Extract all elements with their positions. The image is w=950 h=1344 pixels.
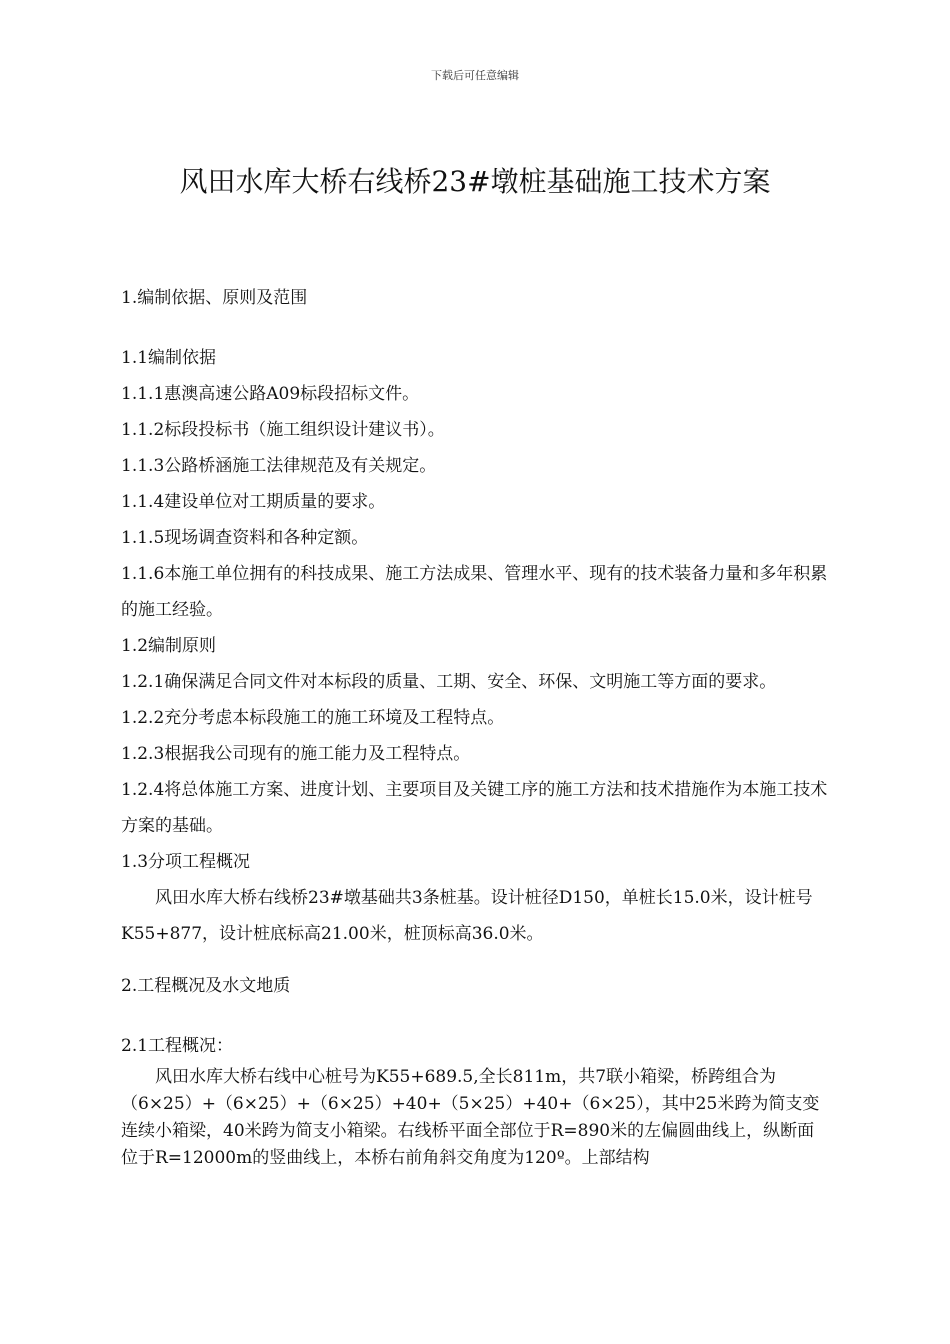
document-title: 风田水库大桥右线桥23#墩桩基础施工技术方案 bbox=[179, 165, 771, 198]
paragraph-2-1-body: 风田水库大桥右线中心桩号为K55+689.5,全长811m，共7联小箱梁，桥跨组合为（6×25）+（6×25）+（6×25）+40+（5×25）+40+（6×25），其中25米跨为简支变连续小箱梁，40米跨为简支小箱梁。右线桥平面全部位于R=890米的左偏圆曲线上，纵断面位于R=12000m的竖曲线上，本桥右前角斜交角度为120º。上部结构 bbox=[121, 1067, 820, 1168]
paragraph-1-1-3: 1.1.3公路桥涵施工法律规范及有关规定。 bbox=[121, 456, 437, 476]
paragraph-1-1-4: 1.1.4建设单位对工期质量的要求。 bbox=[121, 492, 386, 512]
header-note: 下载后可任意编辑 bbox=[431, 69, 519, 82]
paragraph-1-3-body: 风田水库大桥右线桥23#墩基础共3条桩基。设计桩径D150，单桩长15.0米，设计桩号K55+877，设计桩底标高21.00米，桩顶标高36.0米。 bbox=[121, 888, 813, 944]
section-1-3-heading: 1.3分项工程概况 bbox=[121, 852, 251, 872]
section-2-1-heading: 2.1工程概况： bbox=[121, 1036, 234, 1056]
section-1-2-heading: 1.2编制原则 bbox=[121, 636, 217, 656]
document-body bbox=[121, 280, 831, 1172]
paragraph-1-1-6: 1.1.6本施工单位拥有的科技成果、施工方法成果、管理水平、现有的技术装备力量和多年积累的施工经验。 bbox=[121, 564, 828, 620]
paragraph-1-1-1: 1.1.1惠澳高速公路A09标段招标文件。 bbox=[121, 384, 420, 404]
section-2-heading: 2.工程概况及水文地质 bbox=[121, 976, 291, 996]
paragraph-1-2-2: 1.2.2充分考虑本标段施工的施工环境及工程特点。 bbox=[121, 708, 505, 728]
paragraph-1-2-4: 1.2.4将总体施工方案、进度计划、主要项目及关键工序的施工方法和技术措施作为本施工技术方案的基础。 bbox=[121, 780, 828, 836]
paragraph-1-1-5: 1.1.5现场调查资料和各种定额。 bbox=[121, 528, 369, 548]
section-1-1-heading: 1.1编制依据 bbox=[121, 348, 217, 368]
paragraph-1-1-2: 1.1.2标段投标书（施工组织设计建议书）。 bbox=[121, 420, 445, 440]
section-1-heading: 1.编制依据、原则及范围 bbox=[121, 288, 308, 308]
paragraph-1-2-3: 1.2.3根据我公司现有的施工能力及工程特点。 bbox=[121, 744, 471, 764]
paragraph-1-2-1: 1.2.1确保满足合同文件对本标段的质量、工期、安全、环保、文明施工等方面的要求。 bbox=[121, 672, 777, 692]
